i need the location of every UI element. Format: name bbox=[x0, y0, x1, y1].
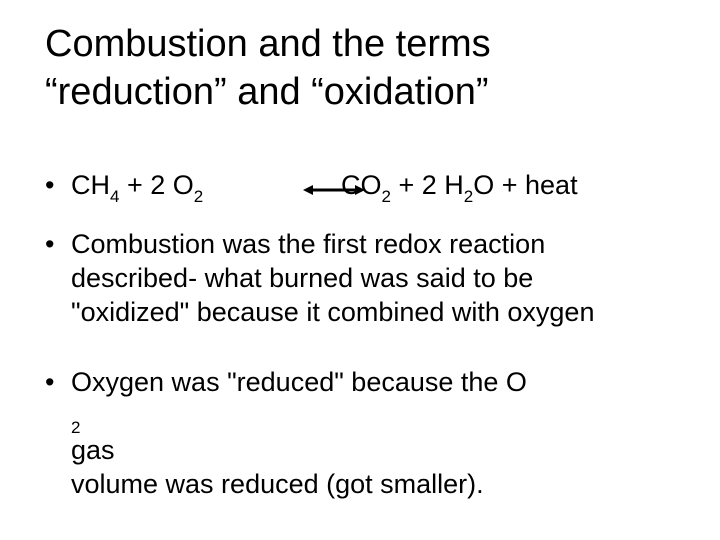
oxygen-subscript: 2 bbox=[71, 418, 81, 437]
bullet-line: described- what burned was said to be bbox=[71, 263, 534, 293]
water-coefficient: + 2 H bbox=[398, 170, 464, 200]
water-tail: O + heat bbox=[473, 170, 578, 200]
bullet-text bbox=[71, 365, 527, 501]
bullet-marker: • bbox=[45, 367, 55, 397]
title-line-1: Combustion and the terms bbox=[45, 23, 491, 65]
carbon-dioxide-subscript: 2 bbox=[381, 187, 391, 206]
methane-formula: CH bbox=[71, 170, 110, 200]
title-line-2: “reduction” and “oxidation” bbox=[45, 71, 489, 113]
oxygen-subscript: 2 bbox=[193, 187, 204, 206]
bullet-line: Combustion was the first redox reaction bbox=[71, 229, 546, 259]
bullet-line: "oxidized" because it combined with oxygen bbox=[71, 297, 595, 327]
bullet-line: volume was reduced (got smaller). bbox=[71, 469, 484, 499]
bullet-line-before: Oxygen was "reduced" because the O bbox=[71, 367, 527, 397]
slide-title bbox=[45, 20, 685, 116]
bullet-marker: • bbox=[45, 229, 55, 259]
water-subscript: 2 bbox=[463, 187, 474, 206]
methane-subscript: 4 bbox=[110, 187, 120, 206]
equation-reactants bbox=[71, 168, 204, 206]
bullet-marker: • bbox=[45, 170, 55, 200]
carbon-dioxide-formula: CO bbox=[341, 170, 382, 200]
equation-products bbox=[341, 168, 578, 206]
oxygen-coefficient: + 2 O bbox=[126, 170, 194, 200]
bullet-text bbox=[71, 227, 594, 329]
bullet-line-after: gas bbox=[71, 435, 115, 465]
bullet-line bbox=[71, 365, 527, 467]
